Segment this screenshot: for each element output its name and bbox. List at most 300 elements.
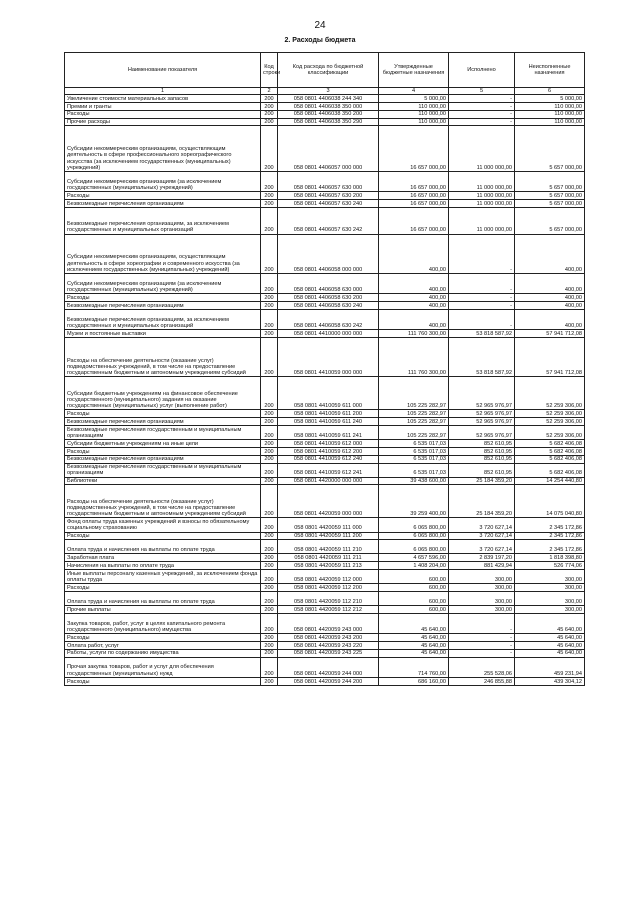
approved-amount-cell: 39 259 400,00 [379,485,449,518]
line-code-cell: 200 [261,294,278,302]
approved-amount-cell: 5 000,00 [379,95,449,103]
indicator-name-cell: Оплата труда и начисления на выплаты по оплате труда [65,591,261,605]
line-code-cell: 200 [261,208,278,235]
column-number-row [65,88,585,95]
line-code-cell: 200 [261,584,278,592]
approved-amount-cell: 16 657 000,00 [379,126,449,172]
executed-amount-cell: 852 610,95 [449,463,515,477]
indicator-name-cell: Расходы на обеспечение деятельности (оказание услуг) подведомственных учреждений, в том числе на предоставление государственным бюджетным и автономным учреждениям субсидий [65,485,261,518]
remaining-amount-cell: 2 345 172,86 [515,540,585,554]
table-row [65,330,585,338]
remaining-amount-cell: 5 657 000,00 [515,208,585,235]
indicator-name-cell: Расходы [65,447,261,455]
line-code-cell: 200 [261,447,278,455]
table-row [65,540,585,554]
table-row [65,649,585,657]
classification-code-cell: 058 0801 4410059 612 241 [278,463,379,477]
approved-amount-cell: 39 438 600,00 [379,477,449,485]
executed-amount-cell: 3 720 627,14 [449,532,515,540]
line-code-cell: 200 [261,118,278,126]
approved-amount-cell: 600,00 [379,584,449,592]
header-line-code: Код строки [261,53,278,88]
indicator-name-cell: Заработная плата [65,554,261,562]
executed-amount-cell: 300,00 [449,606,515,614]
executed-amount-cell: 3 720 627,14 [449,540,515,554]
executed-amount-cell: 11 000 000,00 [449,200,515,208]
remaining-amount-cell: 45 640,00 [515,641,585,649]
table-row [65,103,585,111]
indicator-name-cell: Закупка товаров, работ, услуг в целях капитального ремонта государственного (муниципального) имущества [65,613,261,633]
classification-code-cell: 058 0801 4406038 350 290 [278,118,379,126]
executed-amount-cell: - [449,95,515,103]
table-row [65,172,585,192]
executed-amount-cell: 255 528,06 [449,657,515,677]
indicator-name-cell: Фонд оплаты труда казенных учреждений и взносы по обязательному социальному страхованию [65,518,261,532]
executed-amount-cell: 53 818 587,92 [449,330,515,338]
remaining-amount-cell: 110 000,00 [515,118,585,126]
column-number: 5 [449,88,515,95]
table-row [65,200,585,208]
executed-amount-cell: - [449,641,515,649]
classification-code-cell: 058 0801 4410059 612 200 [278,447,379,455]
classification-code-cell: 058 0801 4420059 243 220 [278,641,379,649]
classification-code-cell: 058 0801 4406058 630 240 [278,302,379,310]
line-code-cell: 200 [261,274,278,294]
approved-amount-cell: 105 225 282,97 [379,377,449,410]
table-row [65,518,585,532]
table-row [65,302,585,310]
indicator-name-cell: Музеи и постоянные выставки [65,330,261,338]
classification-code-cell: 058 0801 4406058 630 200 [278,294,379,302]
line-code-cell: 200 [261,172,278,192]
executed-amount-cell: 852 610,95 [449,447,515,455]
table-row [65,338,585,377]
approved-amount-cell: 714 760,00 [379,657,449,677]
classification-code-cell: 058 0801 4406057 630 240 [278,200,379,208]
line-code-cell: 200 [261,570,278,584]
indicator-name-cell: Расходы [65,634,261,642]
executed-amount-cell: - [449,613,515,633]
approved-amount-cell: 600,00 [379,570,449,584]
approved-amount-cell: 6 535 017,03 [379,463,449,477]
remaining-amount-cell: 2 345 172,86 [515,518,585,532]
approved-amount-cell: 16 657 000,00 [379,208,449,235]
classification-code-cell: 058 0801 4406057 000 000 [278,126,379,172]
executed-amount-cell: 11 000 000,00 [449,192,515,200]
indicator-name-cell: Субсидии бюджетным учреждениям на финансовое обеспечение государственного (муниципального) задания на оказание государственных (муниципальных) услуг (выполнение работ) [65,377,261,410]
table-row [65,294,585,302]
remaining-amount-cell: 400,00 [515,309,585,329]
remaining-amount-cell: 5 682 406,08 [515,440,585,448]
indicator-name-cell: Безвозмездные перечисления организациям [65,418,261,426]
executed-amount-cell: 11 000 000,00 [449,172,515,192]
executed-amount-cell: 2 839 197,20 [449,554,515,562]
line-code-cell: 200 [261,477,278,485]
indicator-name-cell: Безвозмездные перечисления организациям, за исключением государственных и муниципальных организаций [65,208,261,235]
classification-code-cell: 058 0801 4406058 630 242 [278,309,379,329]
executed-amount-cell: 25 184 359,20 [449,477,515,485]
executed-amount-cell: 881 429,94 [449,562,515,570]
classification-code-cell: 058 0801 4410059 612 240 [278,455,379,463]
approved-amount-cell: 111 760 300,00 [379,330,449,338]
approved-amount-cell: 6 065 800,00 [379,518,449,532]
approved-amount-cell: 110 000,00 [379,103,449,111]
line-code-cell: 200 [261,634,278,642]
executed-amount-cell: - [449,274,515,294]
line-code-cell: 200 [261,641,278,649]
table-row [65,657,585,677]
approved-amount-cell: 686 160,00 [379,677,449,685]
remaining-amount-cell: 400,00 [515,274,585,294]
line-code-cell: 200 [261,485,278,518]
approved-amount-cell: 16 657 000,00 [379,200,449,208]
line-code-cell: 200 [261,540,278,554]
approved-amount-cell: 45 640,00 [379,634,449,642]
executed-amount-cell: - [449,302,515,310]
indicator-name-cell: Безвозмездные перечисления государственным и муниципальным организациям [65,426,261,440]
remaining-amount-cell: 52 259 306,00 [515,410,585,418]
approved-amount-cell: 45 640,00 [379,649,449,657]
approved-amount-cell: 105 225 282,97 [379,418,449,426]
indicator-name-cell: Безвозмездные перечисления организациям, за исключением государственных и муниципальных организаций [65,309,261,329]
classification-code-cell: 058 0801 4420059 112 210 [278,591,379,605]
remaining-amount-cell: 5 657 000,00 [515,200,585,208]
line-code-cell: 200 [261,591,278,605]
remaining-amount-cell: 110 000,00 [515,110,585,118]
classification-code-cell: 058 0801 4420059 244 000 [278,657,379,677]
table-row [65,208,585,235]
approved-amount-cell: 600,00 [379,606,449,614]
classification-code-cell: 058 0801 4420059 000 000 [278,485,379,518]
approved-amount-cell: 6 535 017,03 [379,440,449,448]
remaining-amount-cell: 52 259 306,00 [515,377,585,410]
classification-code-cell: 058 0801 4410000 000 000 [278,330,379,338]
classification-code-cell: 058 0801 4420059 111 211 [278,554,379,562]
classification-code-cell: 058 0801 4420000 000 000 [278,477,379,485]
line-code-cell: 200 [261,455,278,463]
table-body [65,95,585,686]
executed-amount-cell: 300,00 [449,570,515,584]
table-row [65,309,585,329]
remaining-amount-cell: 14 254 440,80 [515,477,585,485]
indicator-name-cell: Безвозмездные перечисления организациям [65,455,261,463]
line-code-cell: 200 [261,554,278,562]
indicator-name-cell: Премии и гранты [65,103,261,111]
line-code-cell: 200 [261,562,278,570]
classification-code-cell: 058 0801 4420059 112 000 [278,570,379,584]
header-executed: Исполнено [449,53,515,88]
indicator-name-cell: Иные выплаты персоналу казенных учреждений, за исключением фонда оплаты труда [65,570,261,584]
remaining-amount-cell: 5 657 000,00 [515,126,585,172]
executed-amount-cell: 11 000 000,00 [449,208,515,235]
remaining-amount-cell: 1 818 398,80 [515,554,585,562]
line-code-cell: 200 [261,426,278,440]
table-row [65,118,585,126]
column-number: 3 [278,88,379,95]
table-row [65,591,585,605]
table-row [65,418,585,426]
line-code-cell: 200 [261,677,278,685]
line-code-cell: 200 [261,302,278,310]
indicator-name-cell: Оплата труда и начисления на выплаты по оплате труда [65,540,261,554]
executed-amount-cell: - [449,118,515,126]
remaining-amount-cell: 400,00 [515,302,585,310]
column-number: 1 [65,88,261,95]
classification-code-cell: 058 0801 4406038 350 000 [278,103,379,111]
indicator-name-cell: Прочие выплаты [65,606,261,614]
line-code-cell: 200 [261,532,278,540]
table-row [65,463,585,477]
line-code-cell: 200 [261,649,278,657]
classification-code-cell: 058 0801 4406038 350 200 [278,110,379,118]
line-code-cell: 200 [261,95,278,103]
table-row [65,126,585,172]
approved-amount-cell: 1 408 204,00 [379,562,449,570]
remaining-amount-cell: 52 259 306,00 [515,426,585,440]
column-number: 4 [379,88,449,95]
executed-amount-cell: 25 184 359,20 [449,485,515,518]
classification-code-cell: 058 0801 4406057 630 242 [278,208,379,235]
classification-code-cell: 058 0801 4420059 244 200 [278,677,379,685]
classification-code-cell: 058 0801 4406058 630 000 [278,274,379,294]
approved-amount-cell: 111 760 300,00 [379,338,449,377]
indicator-name-cell: Расходы [65,294,261,302]
indicator-name-cell: Работы, услуги по содержанию имущества [65,649,261,657]
line-code-cell: 200 [261,309,278,329]
line-code-cell: 200 [261,410,278,418]
table-row [65,447,585,455]
table-row [65,562,585,570]
header-class-code: Код расхода по бюджетной классификации [278,53,379,88]
table-row [65,274,585,294]
line-code-cell: 200 [261,463,278,477]
indicator-name-cell: Субсидии некоммерческим организациям, осуществляющим деятельность в сфере хореографии и современного искусства (за исключением государственных (муниципальных) учреждений) [65,234,261,273]
remaining-amount-cell: 459 231,94 [515,657,585,677]
executed-amount-cell: 52 965 976,97 [449,418,515,426]
executed-amount-cell: 300,00 [449,591,515,605]
header-name: Наименование показателя [65,53,261,88]
executed-amount-cell: 852 610,95 [449,455,515,463]
remaining-amount-cell: 2 345 172,86 [515,532,585,540]
table-row [65,613,585,633]
approved-amount-cell: 45 640,00 [379,641,449,649]
table-row [65,532,585,540]
classification-code-cell: 058 0801 4420059 111 213 [278,562,379,570]
executed-amount-cell: - [449,103,515,111]
indicator-name-cell: Прочая закупка товаров, работ и услуг для обеспечения государственных (муниципальных) нужд [65,657,261,677]
executed-amount-cell: - [449,309,515,329]
line-code-cell: 200 [261,234,278,273]
line-code-cell: 200 [261,613,278,633]
table-row [65,677,585,685]
table-row [65,426,585,440]
classification-code-cell: 058 0801 4420059 111 000 [278,518,379,532]
indicator-name-cell: Начисления на выплаты по оплате труда [65,562,261,570]
line-code-cell: 200 [261,377,278,410]
classification-code-cell: 058 0801 4410059 612 000 [278,440,379,448]
classification-code-cell: 058 0801 4420059 243 225 [278,649,379,657]
table-row [65,485,585,518]
remaining-amount-cell: 45 640,00 [515,613,585,633]
table-row [65,234,585,273]
classification-code-cell: 058 0801 4406057 630 000 [278,172,379,192]
indicator-name-cell: Расходы [65,410,261,418]
approved-amount-cell: 400,00 [379,294,449,302]
approved-amount-cell: 105 225 282,97 [379,410,449,418]
approved-amount-cell: 4 657 596,00 [379,554,449,562]
line-code-cell: 200 [261,103,278,111]
classification-code-cell: 058 0801 4410059 000 000 [278,338,379,377]
page-number: 24 [314,20,326,31]
table-row [65,192,585,200]
column-number: 2 [261,88,278,95]
table-row [65,606,585,614]
executed-amount-cell: 246 855,88 [449,677,515,685]
classification-code-cell: 058 0801 4410059 611 200 [278,410,379,418]
line-code-cell: 200 [261,330,278,338]
remaining-amount-cell: 45 640,00 [515,634,585,642]
executed-amount-cell: 52 965 976,97 [449,377,515,410]
executed-amount-cell: - [449,649,515,657]
classification-code-cell: 058 0801 4406057 630 200 [278,192,379,200]
table-row [65,554,585,562]
indicator-name-cell: Увеличение стоимости материальных запасов [65,95,261,103]
classification-code-cell: 058 0801 4410059 611 240 [278,418,379,426]
executed-amount-cell: 300,00 [449,584,515,592]
indicator-name-cell: Расходы [65,192,261,200]
expenses-table [64,52,585,686]
remaining-amount-cell: 300,00 [515,584,585,592]
remaining-amount-cell: 45 640,00 [515,649,585,657]
executed-amount-cell: 52 965 976,97 [449,410,515,418]
executed-amount-cell: - [449,110,515,118]
indicator-name-cell: Расходы [65,532,261,540]
remaining-amount-cell: 52 259 306,00 [515,418,585,426]
remaining-amount-cell: 57 941 712,08 [515,330,585,338]
classification-code-cell: 058 0801 4410059 611 241 [278,426,379,440]
header-approved: Утвержденные бюджетные назначения [379,53,449,88]
header-remaining: Неисполненные назначения [515,53,585,88]
remaining-amount-cell: 439 304,12 [515,677,585,685]
indicator-name-cell: Расходы [65,110,261,118]
indicator-name-cell: Субсидии бюджетным учреждениям на иные цели [65,440,261,448]
classification-code-cell: 058 0801 4420059 112 212 [278,606,379,614]
remaining-amount-cell: 110 000,00 [515,103,585,111]
executed-amount-cell: 3 720 627,14 [449,518,515,532]
table-row [65,641,585,649]
indicator-name-cell: Библиотеки [65,477,261,485]
remaining-amount-cell: 400,00 [515,234,585,273]
indicator-name-cell: Расходы [65,677,261,685]
remaining-amount-cell: 300,00 [515,591,585,605]
classification-code-cell: 058 0801 4420059 111 210 [278,540,379,554]
line-code-cell: 200 [261,110,278,118]
classification-code-cell: 058 0801 4420059 243 200 [278,634,379,642]
line-code-cell: 200 [261,418,278,426]
approved-amount-cell: 400,00 [379,234,449,273]
executed-amount-cell: - [449,634,515,642]
classification-code-cell: 058 0801 4420059 111 200 [278,532,379,540]
line-code-cell: 200 [261,126,278,172]
classification-code-cell: 058 0801 4406038 244 340 [278,95,379,103]
line-code-cell: 200 [261,518,278,532]
line-code-cell: 200 [261,192,278,200]
indicator-name-cell: Расходы на обеспечение деятельности (оказание услуг) подведомственных учреждений, в том числе на предоставление государственным бюджетным и автономным учреждениям субсидий [65,338,261,377]
line-code-cell: 200 [261,606,278,614]
table-row [65,584,585,592]
approved-amount-cell: 400,00 [379,274,449,294]
table-row [65,477,585,485]
table-row [65,440,585,448]
executed-amount-cell: - [449,234,515,273]
column-number: 6 [515,88,585,95]
line-code-cell: 200 [261,338,278,377]
table-row [65,634,585,642]
remaining-amount-cell: 57 941 712,08 [515,338,585,377]
remaining-amount-cell: 300,00 [515,570,585,584]
remaining-amount-cell: 300,00 [515,606,585,614]
table-row [65,377,585,410]
remaining-amount-cell: 14 075 040,80 [515,485,585,518]
remaining-amount-cell: 5 682 406,08 [515,463,585,477]
remaining-amount-cell: 5 657 000,00 [515,192,585,200]
indicator-name-cell: Субсидии некоммерческим организациям, осуществляющим деятельность в сфере профессионального хореографического искусства (за исключением государственных (муниципальных) учреждений) [65,126,261,172]
remaining-amount-cell: 5 000,00 [515,95,585,103]
remaining-amount-cell: 400,00 [515,294,585,302]
table-row [65,110,585,118]
indicator-name-cell: Безвозмездные перечисления организациям [65,200,261,208]
approved-amount-cell: 45 640,00 [379,613,449,633]
executed-amount-cell: 53 818 587,92 [449,338,515,377]
classification-code-cell: 058 0801 4420059 243 000 [278,613,379,633]
classification-code-cell: 058 0801 4406058 000 000 [278,234,379,273]
indicator-name-cell: Субсидии некоммерческим организациям (за исключением государственных (муниципальных) учреждений) [65,274,261,294]
line-code-cell: 200 [261,200,278,208]
approved-amount-cell: 16 657 000,00 [379,192,449,200]
approved-amount-cell: 6 065 800,00 [379,540,449,554]
approved-amount-cell: 105 225 282,97 [379,426,449,440]
line-code-cell: 200 [261,440,278,448]
remaining-amount-cell: 5 682 406,08 [515,455,585,463]
table-row [65,95,585,103]
approved-amount-cell: 6 535 017,03 [379,447,449,455]
approved-amount-cell: 6 065 800,00 [379,532,449,540]
indicator-name-cell: Расходы [65,584,261,592]
table-header-row [65,53,585,88]
indicator-name-cell: Оплата работ, услуг [65,641,261,649]
table-row [65,455,585,463]
approved-amount-cell: 16 657 000,00 [379,172,449,192]
indicator-name-cell: Прочие расходы [65,118,261,126]
approved-amount-cell: 110 000,00 [379,118,449,126]
indicator-name-cell: Безвозмездные перечисления организациям [65,302,261,310]
approved-amount-cell: 400,00 [379,302,449,310]
classification-code-cell: 058 0801 4420059 112 200 [278,584,379,592]
executed-amount-cell: 52 965 976,97 [449,426,515,440]
remaining-amount-cell: 5 682 406,08 [515,447,585,455]
remaining-amount-cell: 5 657 000,00 [515,172,585,192]
section-title: 2. Расходы бюджета [284,37,356,44]
executed-amount-cell: - [449,294,515,302]
approved-amount-cell: 110 000,00 [379,110,449,118]
executed-amount-cell: 11 000 000,00 [449,126,515,172]
table-row [65,570,585,584]
approved-amount-cell: 6 535 017,03 [379,455,449,463]
indicator-name-cell: Безвозмездные перечисления государственным и муниципальным организациям [65,463,261,477]
table-row [65,410,585,418]
approved-amount-cell: 400,00 [379,309,449,329]
remaining-amount-cell: 526 774,06 [515,562,585,570]
